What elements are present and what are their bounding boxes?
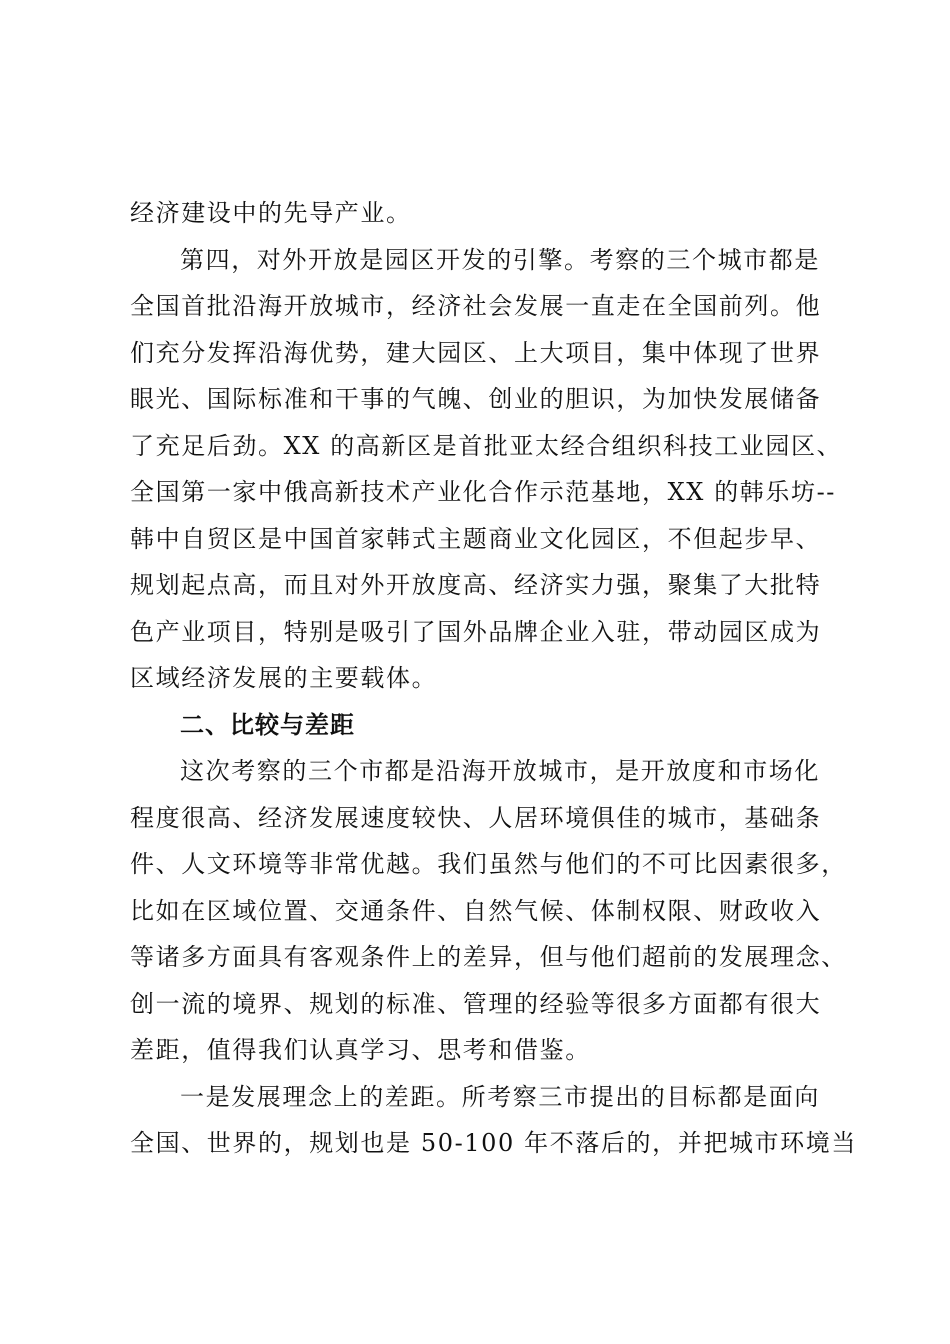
text-line: 了充足后劲。XX 的高新区是首批亚太经合组织科技工业园区、 — [130, 431, 843, 460]
paragraph-fourth-point — [130, 237, 850, 702]
text-line: 区域经济发展的主要载体。 — [130, 664, 438, 692]
text-line: 一是发展理念上的差距。所考察三市提出的目标都是面向 — [180, 1082, 820, 1111]
text-line: 件、人文环境等非常优越。我们虽然与他们的不可比因素很多， — [130, 850, 847, 878]
text-line: 色产业项目，特别是吸引了国外品牌企业入驻，带动园区成为 — [130, 617, 822, 646]
text-line: 这次考察的三个市都是沿海开放城市，是开放度和市场化 — [180, 757, 820, 785]
text-line: 们充分发挥沿海优势，建大园区、上大项目，集中体现了世界 — [130, 338, 822, 367]
text-line: 比如在区域位置、交通条件、自然气候、体制权限、财政收入 — [130, 896, 822, 925]
document-body — [130, 190, 857, 1167]
text-line: 全国、世界的，规划也是 50-100 年不落后的，并把城市环境当 — [130, 1129, 857, 1157]
section-heading — [130, 702, 850, 749]
text-line: 全国第一家中俄高新技术产业化合作示范基地，XX 的韩乐坊-- — [130, 478, 837, 506]
text-line: 经济建设中的先导产业。 — [130, 199, 412, 227]
text-line: 程度很高、经济发展速度较快、人居环境俱佳的城市，基础条 — [130, 803, 822, 832]
paragraph-first-gap — [130, 1074, 857, 1167]
section-heading-text: 二、比较与差距 — [180, 710, 355, 739]
text-line: 第四，对外开放是园区开发的引擎。考察的三个城市都是 — [180, 245, 820, 274]
paragraph-continuation — [130, 190, 850, 237]
text-line: 眼光、国际标准和干事的气魄、创业的胆识，为加快发展储备 — [130, 385, 822, 413]
text-line: 全国首批沿海开放城市，经济社会发展一直走在全国前列。他 — [130, 292, 822, 320]
text-line: 韩中自贸区是中国首家韩式主题商业文化园区，不但起步早、 — [130, 524, 822, 553]
text-line: 规划起点高，而且对外开放度高、经济实力强，聚集了大批特 — [130, 571, 822, 599]
paragraph-comparison — [130, 748, 850, 1074]
text-line: 差距，值得我们认真学习、思考和借鉴。 — [130, 1036, 591, 1064]
text-line: 等诸多方面具有客观条件上的差异，但与他们超前的发展理念、 — [130, 943, 847, 971]
text-line: 创一流的境界、规划的标准、管理的经验等很多方面都有很大 — [130, 989, 822, 1018]
